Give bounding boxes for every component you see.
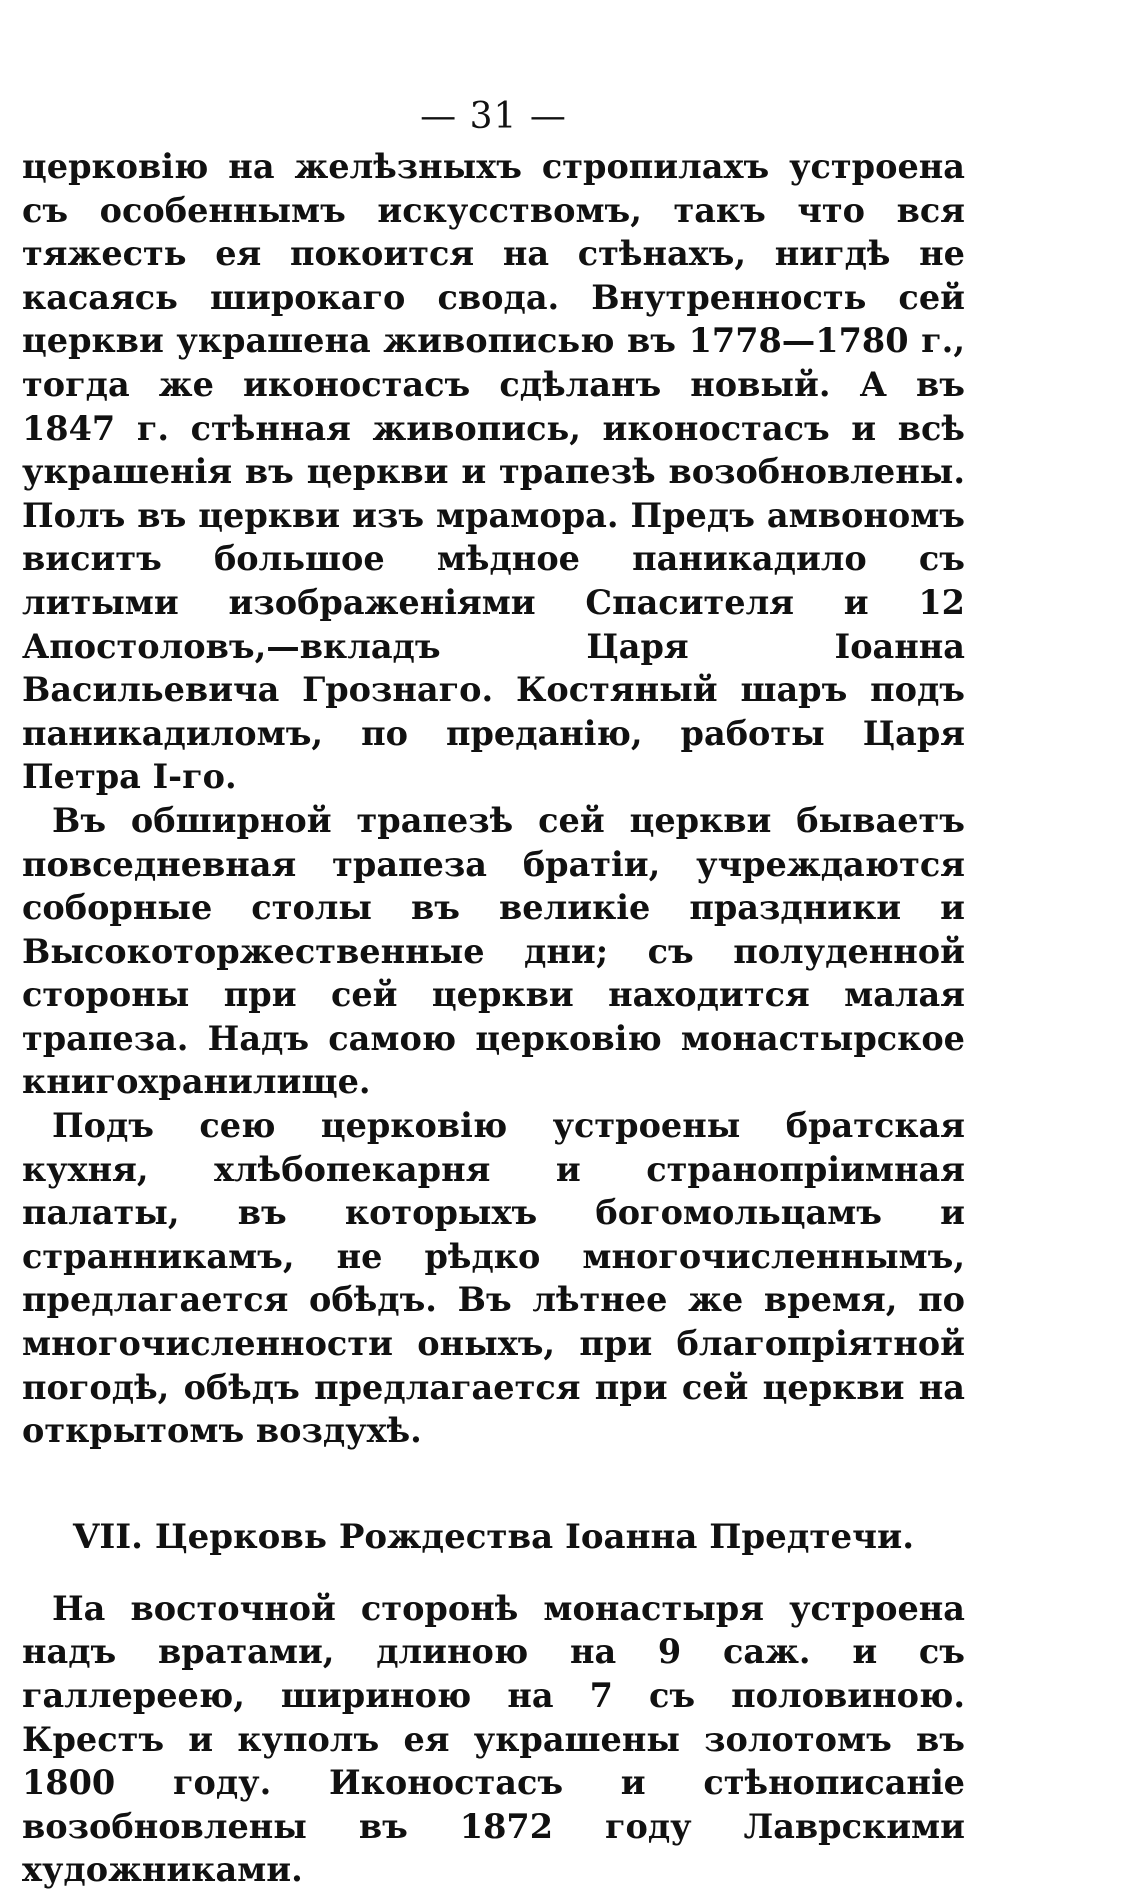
section-heading: VII. Церковь Рождества Іоанна Предтечи. xyxy=(72,1516,915,1557)
page-number: — 31 — xyxy=(420,96,567,137)
document-page xyxy=(22,96,965,1892)
paragraph-3: Подъ сею церковію устроены братская кухня, хлѣбопекарня и странопріимная палаты, въ которыхъ богомольцамъ и странникамъ, не рѣдко многочисленнымъ, предлагается обѣдъ. Въ лѣтнее же время, по многочисленности оныхъ, при благопріятной погодѣ, обѣдъ предлагается при сей церкви на открытомъ воздухѣ. xyxy=(22,1106,965,1451)
paragraph-2: Въ обширной трапезѣ сей церкви бываетъ повседневная трапеза братіи, учреждаются соборные столы въ великіе праздники и Высокоторжественные дни; съ полуденной стороны при сей церкви находится малая трапеза. Надъ самою церковію монастырское книгохранилище. xyxy=(22,800,965,1102)
paragraph-1: церковію на желѣзныхъ стропилахъ устроена съ особеннымъ искусствомъ, такъ что вся тяжесть ея покоится на стѣнахъ, нигдѣ не касаясь широкаго свода. Внутренность сей церкви украшена живописью въ 1778—1780 г., тогда же иконостасъ сдѣланъ новый. А въ 1847 г. стѣнная живопись, иконостасъ и всѣ украшенія въ церкви и трапезѣ возобновлены. Полъ въ церкви изъ мрамора. Предъ амвономъ виситъ большое мѣдное паникадило съ литыми изображеніями Спасителя и 12 Апостоловъ,—вкладъ Царя Іоанна Васильевича Грознаго. Костяный шаръ подъ паникадиломъ, по преданію, работы Царя Петра І-го. xyxy=(22,147,965,797)
section-paragraph: На восточной сторонѣ монастыря устроена надъ вратами, длиною на 9 саж. и съ галлереею, шириною на 7 съ половиною. Крестъ и куполъ ея украшены золотомъ въ 1800 году. Иконостасъ и стѣнописаніе возобновлены въ 1872 году Лаврскими художниками. xyxy=(22,1588,965,1890)
